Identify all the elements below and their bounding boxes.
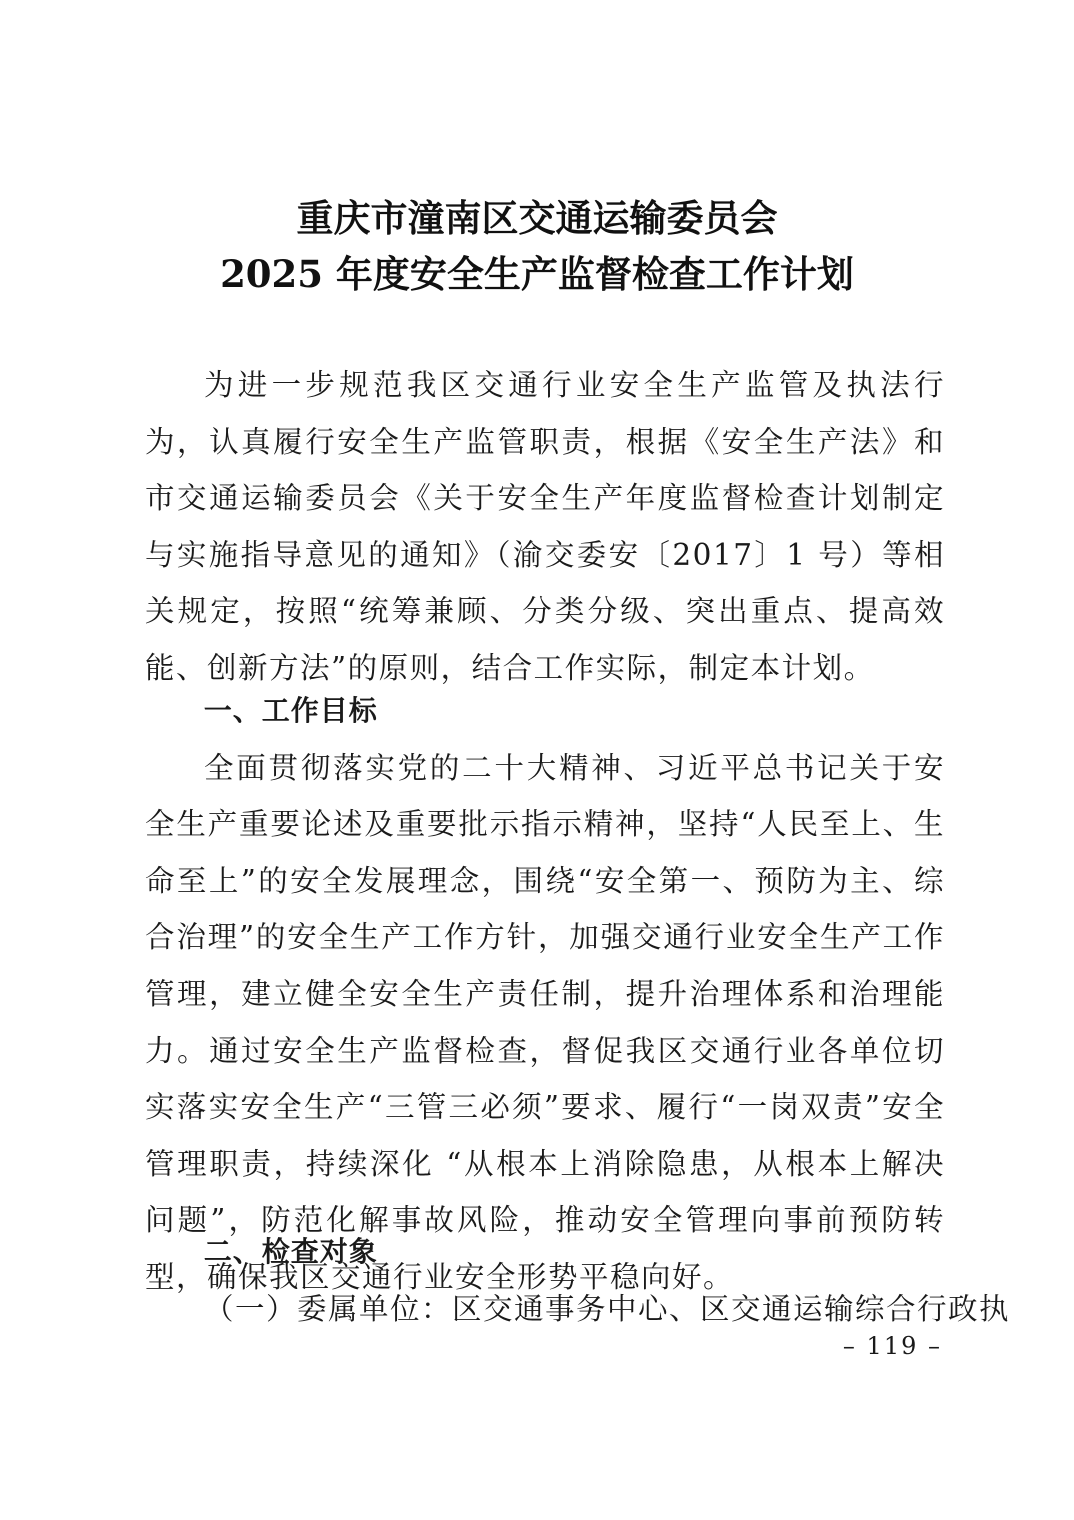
document-title-line-1: 重庆市潼南区交通运输委员会 xyxy=(296,196,778,240)
section-1-paragraph: 全面贯彻落实党的二十大精神、习近平总书记关于安全生产重要论述及重要批示指示精神，坚持“人民至上、生命至上”的安全发展理念，围绕“安全第一、预防为主、综合治理”的安全生产工作方针，加强交通行业安全生产工作管理，建立健全安全生产责任制，提升治理体系和治理能力。通过安全生产监督检查，督促我区交通行业各单位切实落实安全生产“三管三必须”要求、履行“一岗双责”安全管理职责，持续深化 “从根本上消除隐患，从根本上解决问题”，防范化解事故风险，推动安全管理向事前预防转型，确保我区交通行业安全形势平稳向好。 xyxy=(145,750,945,1294)
intro-paragraph: 为进一步规范我区交通行业安全生产监管及执法行为，认真履行安全生产监管职责，根据《安全生产法》和市交通运输委员会《关于安全生产年度监督检查计划制定与实施指导意见的通知》（渝交委安〔2017〕1 号）等相关规定，按照“统筹兼顾、分类分级、突出重点、提高效能、创新方法”的原则，结合工作实际，制定本计划。 xyxy=(145,368,945,685)
section-2-block xyxy=(145,1224,1011,1337)
document-title-line-2: 2025 年度安全生产监督检查工作计划 xyxy=(220,252,854,296)
section-2-heading: 二、检查对象 xyxy=(203,1235,378,1268)
page-number: – 119 – xyxy=(842,1332,942,1360)
section-1-block xyxy=(145,683,945,1306)
section-1-heading: 一、工作目标 xyxy=(203,694,378,727)
section-2-item-1: （一）委属单位：区交通事务中心、区交通运输综合行政执 xyxy=(204,1291,1011,1326)
intro-block xyxy=(145,357,945,697)
